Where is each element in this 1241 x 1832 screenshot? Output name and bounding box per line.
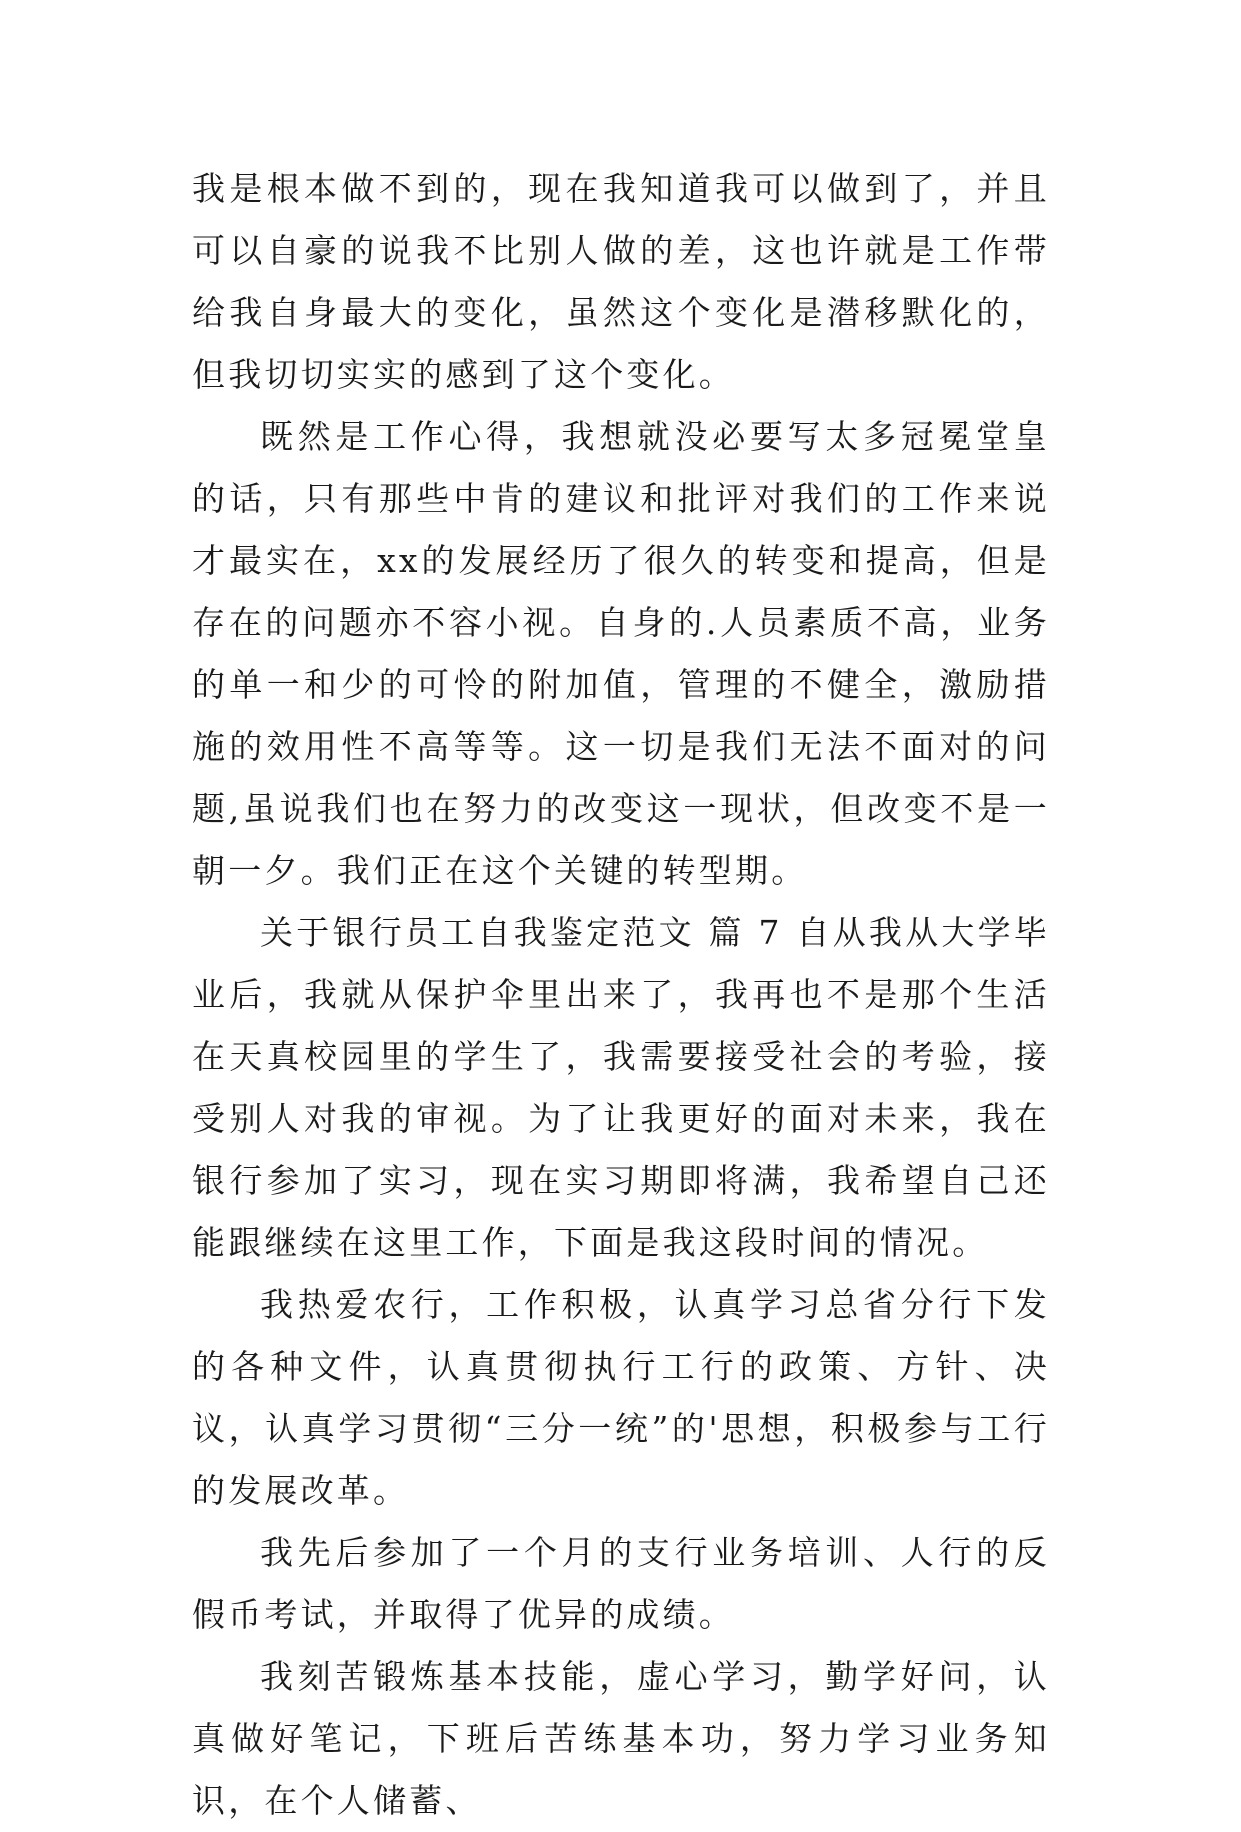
paragraph-5: 我先后参加了一个月的支行业务培训、人行的反假币考试，并取得了优异的成绩。 — [192, 1533, 1050, 1634]
paragraph-1: 我是根本做不到的，现在我知道我可以做到了，并且可以自豪的说我不比别人做的差，这也许就是工作带给我自身最大的变化，虽然这个变化是潜移默化的，但我切切实实的感到了这个变化。 — [192, 169, 1050, 394]
paragraph-6: 我刻苦锻炼基本技能，虚心学习，勤学好问，认真做好笔记，下班后苦练基本功，努力学习业务知识，在个人储蓄、 — [192, 1657, 1050, 1820]
document-body — [192, 158, 1050, 1832]
paragraph-2: 既然是工作心得，我想就没必要写太多冠冕堂皇的话，只有那些中肯的建议和批评对我们的工作来说才最实在，xx的发展经历了很久的转变和提高，但是存在的问题亦不容小视。自身的.人员素质不高，业务的单一和少的可怜的附加值，管理的不健全，激励措施的效用性不高等等。这一切是我们无法不面对的问题,虽说我们也在努力的改变这一现状，但改变不是一朝一夕。我们正在这个关键的转型期。 — [192, 417, 1050, 890]
paragraph-3: 关于银行员工自我鉴定范文 篇 7 自从我从大学毕业后，我就从保护伞里出来了，我再也不是那个生活在天真校园里的学生了，我需要接受社会的考验，接受别人对我的审视。为了让我更好的面对未来，我在银行参加了实习，现在实习期即将满，我希望自己还能跟继续在这里工作，下面是我这段时间的情况。 — [192, 913, 1050, 1262]
paragraph-4: 我热爱农行，工作积极，认真学习总省分行下发的各种文件，认真贯彻执行工行的政策、方针、决议，认真学习贯彻“三分一统”的'思想，积极参与工行的发展改革。 — [192, 1285, 1050, 1510]
